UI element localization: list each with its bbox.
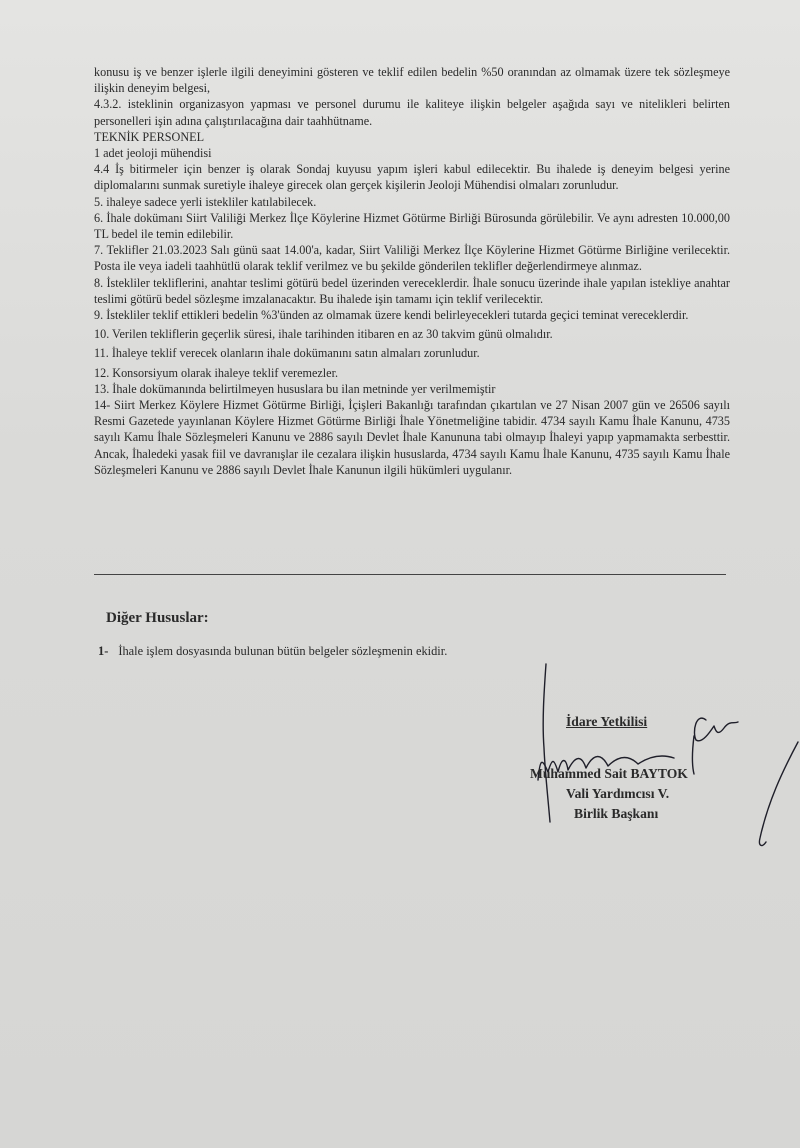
signatory-name: Muhammed Sait BAYTOK [530,766,688,781]
paragraph-5: 5. ihaleye sadece yerli istekliler katılabilecek. [94,194,317,209]
paragraph-8: 8. İstekliler tekliflerini, anahtar teslimi götürü bedel üzerinden vereceklerdir. İhale sonucu üzerinde ihale yapılan istekliye anahtar teslimi götürü bedel sözleşme imzalanacaktır. Bu ihalede işin tamamı için teklif verilecektir. [94,275,730,306]
paragraph-geology-engineer: 1 adet jeoloji mühendisi [94,146,212,161]
paragraph-4-3-2: 4.3.2. isteklinin organizasyon yapması ve personel durumu ile kaliteye ilişkin belgeler aşağıda sayı ve nitelikleri belirten personelleri işin adına çalıştırılacağına dair taahhütname. [94,97,730,128]
signatory-title: İdare Yetkilisi [566,714,648,729]
paragraph-13: 13. İhale dokümanında belirtilmeyen hususlara bu ilan metninde yer verilmemiştir [94,381,496,396]
paragraph-4-4: 4.4 İş bitirmeler için benzer iş olarak Sondaj kuyusu yapım işleri kabul edilecektir. Bu ihalede iş deneyim belgesi yerine diplomalarını sunmak suretiyle ihaleye girecek olan gerçek kişilerin Jeoloji Mühendisi olmaları zorunludur. [94,162,730,193]
item-text: İhale işlem dosyasında bulunan bütün belgeler sözleşmenin ekidir. [118,644,448,658]
paragraph-9: 9. İstekliler teklif ettikleri bedelin %3'ünden az olmamak üzere kendi belirleyecekleri tutarda geçici teminat vereceklerdir. [94,308,689,323]
paragraph-6: 6. İhale dokümanı Siirt Valiliği Merkez İlçe Köylerine Hizmet Götürme Birliği Bürosunda görülebilir. Ve aynı adresten 10.000,00 TL bedel ile temin edilebilir. [94,210,730,242]
handwritten-signature [520,662,800,852]
signatory-role-2: Birlik Başkanı [574,806,659,821]
document-body [94,64,730,478]
paragraph-10: 10. Verilen tekliflerin geçerlik süresi, ihale tarihinden itibaren en az 30 takvim günü olmalıdır. [94,327,553,342]
paragraph-14: 14- Siirt Merkez Köylere Hizmet Götürme Birliği, İçişleri Bakanlığı tarafından çıkartılan ve 27 Nisan 2007 gün ve 26506 sayılı Resmi Gazetede yayınlanan Köylere Hizmet Götürme Birliği İhale Yönetmeliğine tabidir. 4734 sayılı Kamu İhale Kanunu, 4735 sayılı Kamu İhale Sözleşmeleri Kanunu ve 2886 sayılı Devlet İhale Kanununa tabi olmayıp İhaleyi yapıp yapmamakta serbesttir. Ancak, İhaledeki yasak fiil ve davranışlar ile cezalara ilişkin hususlarda, 4734 sayılı Kamu İhale Kanunu, 4735 sayılı Kamu İhale Sözleşmeleri Kanunu ve 2886 sayılı Devlet İhale Kanunun ilgili hükümleri uygulanır. [94,398,730,477]
signatory-role: Vali Yardımcısı V. [566,786,670,801]
other-matters-title: Diğer Hususlar: [106,610,209,626]
paragraph-11: 11. İhaleye teklif verecek olanların ihale dokümanını satın almaları zorunludur. [94,346,480,361]
separator-line [94,574,726,575]
other-matters-item [98,644,447,659]
heading-technical-staff: TEKNİK PERSONEL [94,129,205,144]
paragraph-12: 12. Konsorsiyum olarak ihaleye teklif veremezler. [94,365,339,380]
paragraph-7: 7. Teklifler 21.03.2023 Salı günü saat 14.00'a, kadar, Siirt Valiliği Merkez İlçe Köylerine Hizmet Götürme Birliğine verilecektir. Posta ile veya iadeli taahhütlü olarak teklif verilmez ve bu şekilde gönderilen teklifler değerlendirmeye alınmaz. [94,243,730,274]
item-number: 1- [98,644,109,658]
paragraph-experience: konusu iş ve benzer işlerle ilgili deneyimini gösteren ve teklif edilen bedelin %50 oranından az olmamak üzere tek sözleşmeye ilişkin deneyim belgesi, [94,65,730,96]
